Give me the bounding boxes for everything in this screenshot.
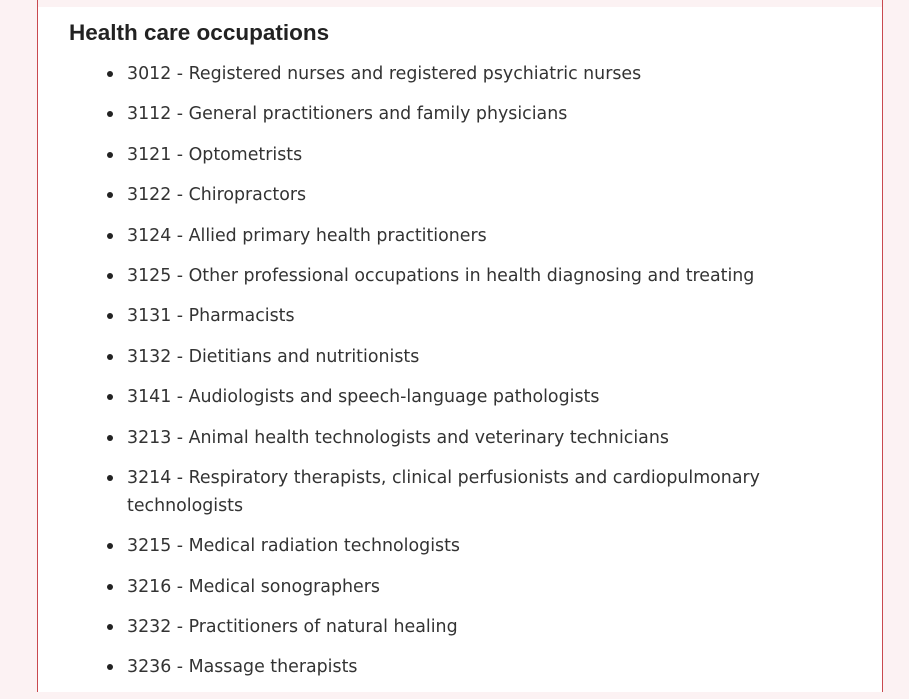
list-item-text: 3132 - Dietitians and nutritionists [127, 346, 420, 367]
bullet-icon [107, 313, 113, 319]
list-item-text: 3236 - Massage therapists [127, 657, 358, 678]
list-item-text: 3215 - Medical radiation technologists [127, 536, 460, 557]
occupation-list [127, 60, 827, 692]
list-item [127, 141, 827, 169]
list-item-text: 3131 - Pharmacists [127, 306, 295, 327]
list-item-text: 3112 - General practitioners and family physicians [127, 104, 568, 125]
bullet-icon [107, 192, 113, 198]
list-item-text: 3124 - Allied primary health practitioners [127, 225, 487, 246]
bullet-icon [107, 111, 113, 117]
list-item-text: 3122 - Chiropractors [127, 185, 307, 206]
bullet-icon [107, 624, 113, 630]
bullet-icon [107, 71, 113, 77]
list-item-text: 3012 - Registered nurses and registered psychiatric nurses [127, 64, 642, 84]
list-item [127, 424, 827, 452]
list-item-text: 3214 - Respiratory therapists, clinical perfusionists and cardiopulmonary technologists [127, 467, 760, 516]
list-item-text: 3125 - Other professional occupations in health diagnosing and treating [127, 265, 755, 286]
bullet-icon [107, 394, 113, 400]
list-item [127, 383, 827, 411]
bullet-icon [107, 543, 113, 549]
list-item [127, 464, 827, 520]
list-item [127, 262, 827, 290]
bullet-icon [107, 233, 113, 239]
list-item-text: 3216 - Medical sonographers [127, 576, 380, 597]
list-item-text: 3213 - Animal health technologists and veterinary technicians [127, 427, 669, 448]
list-item [127, 100, 827, 128]
bullet-icon [107, 664, 113, 670]
bullet-icon [107, 273, 113, 279]
content-panel [37, 0, 883, 692]
bullet-icon [107, 354, 113, 360]
bullet-icon [107, 475, 113, 481]
list-item [127, 573, 827, 601]
section-title: Health care occupations [69, 20, 330, 45]
bullet-icon [107, 435, 113, 441]
list-item [127, 532, 827, 560]
list-item [127, 60, 827, 88]
list-item [127, 181, 827, 209]
list-item [127, 613, 827, 641]
list-item-text: 3232 - Practitioners of natural healing [127, 617, 458, 638]
list-item [127, 653, 827, 681]
list-item [127, 222, 827, 250]
list-item-text: 3141 - Audiologists and speech-language pathologists [127, 387, 600, 408]
bullet-icon [107, 584, 113, 590]
bullet-icon [107, 152, 113, 158]
list-item [127, 302, 827, 330]
list-item-text: 3121 - Optometrists [127, 144, 303, 165]
list-item [127, 343, 827, 371]
top-band [38, 0, 882, 7]
